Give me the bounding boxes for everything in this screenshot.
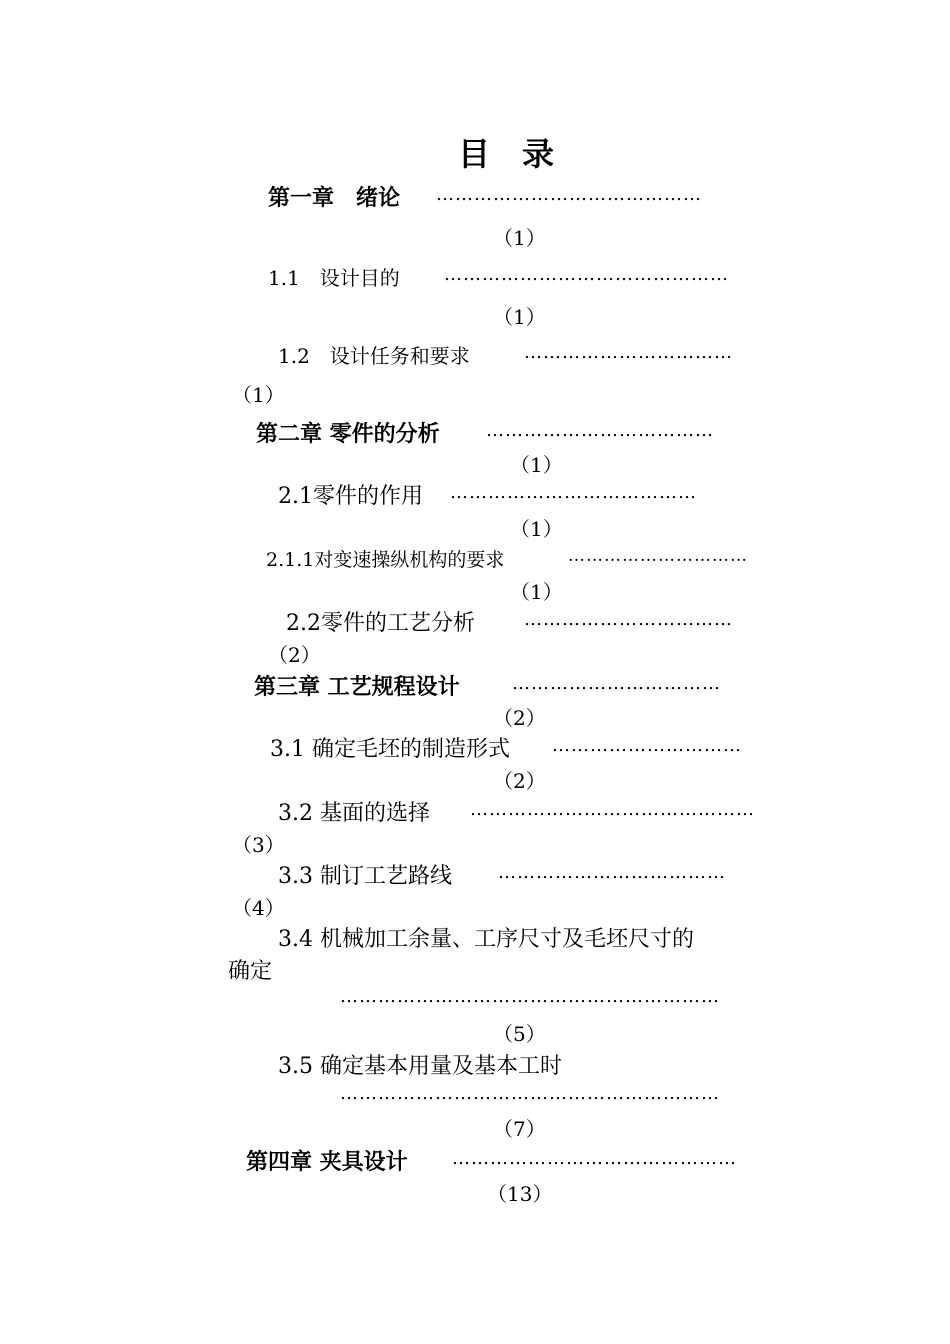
toc-entry-chapter-3-title[interactable]: 第三章 工艺规程设计 <box>254 675 460 700</box>
toc-page-number: （13） <box>487 1182 553 1206</box>
toc-entry-3-4-continuation: 确定 <box>228 959 273 984</box>
toc-entry-3-4[interactable]: 3.4 机械加工余量、工序尺寸及毛坯尺寸的 <box>278 927 694 952</box>
toc-leader-dots: ………………………… <box>568 548 748 565</box>
toc-title: 目 录 <box>458 135 555 173</box>
toc-page-number: （1） <box>510 453 563 477</box>
toc-entry-chapter-1-title[interactable]: 第一章 绪论 <box>268 186 401 211</box>
toc-leader-dots: …………………………… <box>524 344 733 362</box>
toc-page-number: （5） <box>493 1022 546 1046</box>
toc-entry-3-5[interactable]: 3.5 确定基本用量及基本工时 <box>278 1054 562 1079</box>
toc-page-number: （7） <box>493 1117 546 1141</box>
toc-leader-dots: ……………………………… <box>486 422 714 440</box>
toc-leader-dots: …………………………… <box>512 675 721 693</box>
toc-entry-2-1-1[interactable]: 2.1.1对变速操纵机构的要求 <box>266 549 505 571</box>
toc-page-number: （1） <box>510 517 563 541</box>
toc-entry-chapter-4-title[interactable]: 第四章 夹具设计 <box>246 1150 408 1175</box>
toc-page-number: （2） <box>493 706 546 730</box>
toc-entry-3-2[interactable]: 3.2 基面的选择 <box>278 801 430 826</box>
toc-page-number: （2） <box>268 643 321 667</box>
toc-leader-dots: ……………………………………… <box>470 801 755 819</box>
toc-leader-dots: …………………………… <box>524 611 733 629</box>
toc-entry-2-1[interactable]: 2.1零件的作用 <box>278 484 423 509</box>
toc-leader-dots: …………………………………… <box>436 186 702 204</box>
toc-entry-3-3[interactable]: 3.3 制订工艺路线 <box>278 864 452 889</box>
toc-leader-dots: …………………………………………………… <box>340 1085 720 1103</box>
toc-page-number: （4） <box>232 896 285 920</box>
toc-leader-dots: …………………………………………………… <box>340 988 720 1006</box>
toc-entry-2-2[interactable]: 2.2零件的工艺分析 <box>286 611 475 636</box>
toc-entry-1-1[interactable]: 1.1 设计目的 <box>268 266 400 290</box>
toc-leader-dots: ………………………………… <box>450 484 697 502</box>
toc-page-number: （1） <box>493 226 546 250</box>
toc-page-number: （2） <box>493 769 546 793</box>
toc-page-number: （1） <box>493 305 546 329</box>
toc-leader-dots: ……………………………………… <box>444 266 729 284</box>
toc-entry-3-1[interactable]: 3.1 确定毛坯的制造形式 <box>270 737 510 762</box>
toc-leader-dots: ………………………… <box>552 737 742 755</box>
toc-leader-dots: ……………………………………… <box>452 1150 737 1168</box>
toc-entry-1-2[interactable]: 1.2 设计任务和要求 <box>278 344 470 368</box>
toc-leader-dots: ……………………………… <box>498 864 726 882</box>
toc-page-number: （1） <box>232 383 285 407</box>
toc-entry-chapter-2-title[interactable]: 第二章 零件的分析 <box>256 422 440 447</box>
toc-page-number: （3） <box>232 833 285 857</box>
toc-page-number: （1） <box>510 580 563 604</box>
